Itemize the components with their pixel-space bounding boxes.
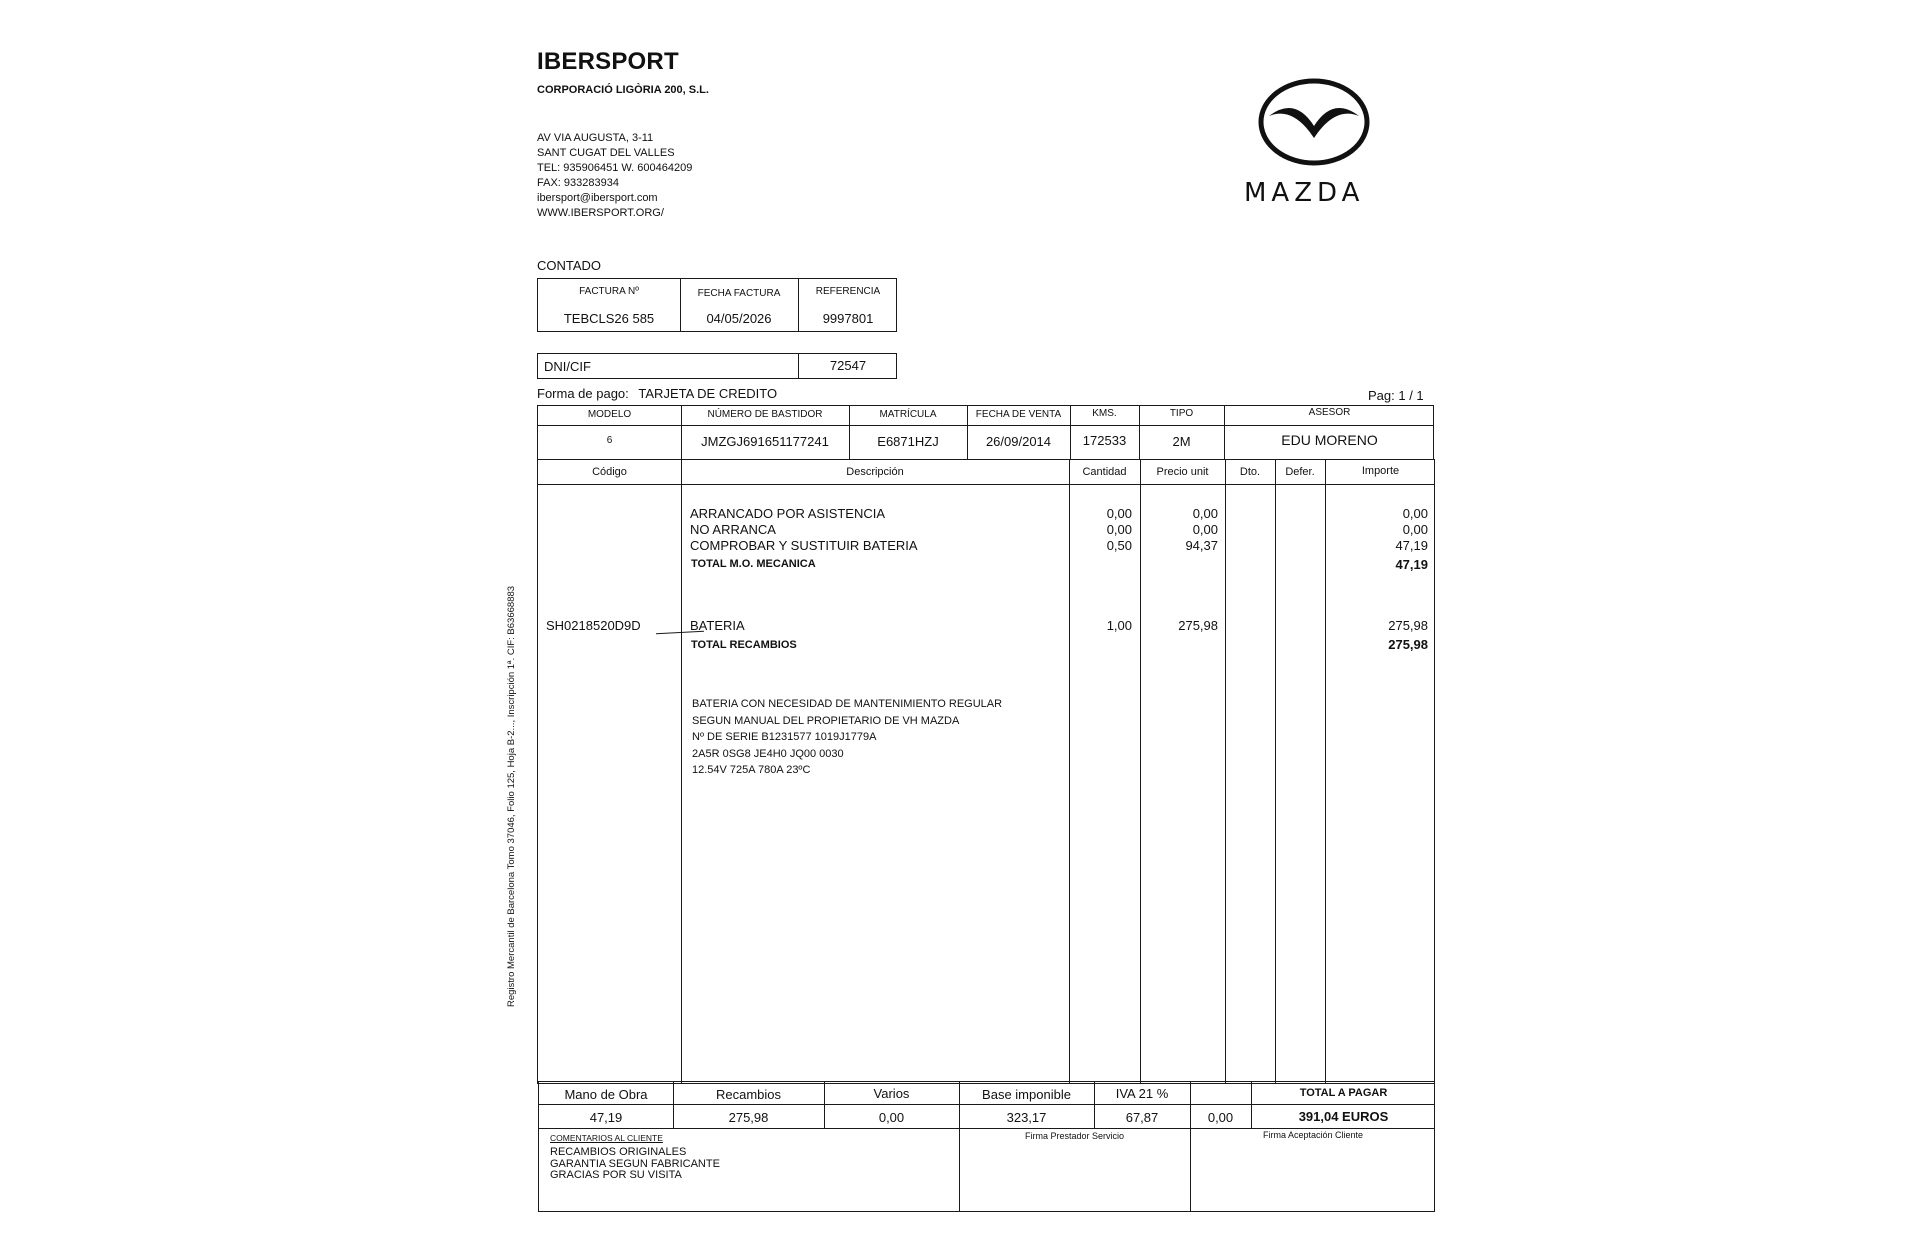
part-amount: 275,98: [1388, 618, 1428, 633]
company-legal-name: CORPORACIÓ LIGÒRIA 200, S.L.: [537, 84, 709, 96]
customer-comments: [550, 1147, 720, 1182]
amount-header: Importe: [1361, 465, 1400, 477]
page-number: Pag: 1 / 1: [1368, 388, 1424, 403]
note-line: SEGUN MANUAL DEL PROPIETARIO DE VH MAZDA: [692, 714, 960, 727]
address-line: AV VIA AUGUSTA, 3-11: [537, 132, 654, 144]
sale-date-label: FECHA DE VENTA: [975, 409, 1062, 420]
note-line: BATERIA CON NECESIDAD DE MANTENIMIENTO REGULAR: [692, 698, 1003, 710]
line-item-price: 0,00: [1192, 506, 1218, 521]
mazda-logo-icon: [1255, 76, 1373, 168]
invoice-number: TEBCLS26 585: [563, 311, 655, 326]
dni-value: 72547: [829, 358, 867, 373]
discount-header: Dto.: [1239, 466, 1261, 478]
advisor-value: EDU MORENO: [1281, 432, 1378, 448]
tax-base-label: Base imponible: [982, 1087, 1071, 1102]
invoice-reference: 9997801: [822, 311, 874, 326]
parts-subtotal-label: Recambios: [715, 1087, 782, 1102]
line-item-description: NO ARRANCA: [690, 522, 776, 537]
address-line: ibersport@ibersport.com: [537, 192, 658, 204]
company-name: IBERSPORT: [537, 48, 679, 75]
line-item-amount: 47,19: [1395, 538, 1428, 553]
line-item-description: COMPROBAR Y SUSTITUIR BATERIA: [690, 538, 918, 553]
address-line: WWW.IBERSPORT.ORG/: [537, 207, 664, 219]
total-label: TOTAL A PAGAR: [1299, 1087, 1388, 1099]
part-price: 275,98: [1178, 618, 1218, 633]
line-item-quantity: 0,00: [1106, 522, 1132, 537]
tax-base-value: 323,17: [1006, 1110, 1047, 1125]
labor-subtotal-label: Mano de Obra: [564, 1087, 648, 1102]
registry-side-text: Registro Mercantil de Barcelona Tomo 37046, Folio 125, Hoja B-2..., Inscripción 1ª. CIF: B63668883: [506, 585, 517, 1007]
totals-box: [538, 1081, 1435, 1129]
labor-total-amount: 47,19: [1395, 557, 1428, 572]
client-signature-label: Firma Aceptación Cliente: [1262, 1130, 1364, 1140]
parts-total-amount: 275,98: [1388, 637, 1428, 652]
part-code: SH0218520D9D: [546, 618, 641, 633]
type-label: TIPO: [1169, 408, 1194, 419]
line-item-amount: 0,00: [1402, 506, 1428, 521]
unit-price-header: Precio unit: [1156, 466, 1209, 478]
total-value: 391,04 EUROS: [1298, 1109, 1389, 1124]
parts-total-label: TOTAL RECAMBIOS: [691, 639, 797, 651]
comment-line: RECAMBIOS ORIGINALES: [550, 1146, 687, 1158]
payment-method: [537, 386, 777, 401]
address-line: SANT CUGAT DEL VALLES: [537, 147, 675, 159]
kms-value: 172533: [1082, 433, 1127, 448]
sale-date-value: 26/09/2014: [985, 434, 1052, 449]
labor-amounts: [1325, 506, 1428, 554]
payment-type: CONTADO: [537, 258, 602, 273]
model-value: 6: [606, 435, 613, 446]
comment-line: GRACIAS POR SU VISITA: [550, 1169, 682, 1181]
address-line: FAX: 933283934: [537, 177, 619, 189]
note-line: 2A5R 0SG8 JE4H0 JQ00 0030: [692, 747, 844, 760]
labor-descriptions: [690, 506, 918, 554]
kms-label: KMS.: [1092, 408, 1117, 419]
plate-value: E6871HZJ: [877, 434, 939, 449]
invoice-reference-label: REFERENCIA: [815, 286, 881, 297]
misc-subtotal-value: 0,00: [878, 1110, 905, 1125]
description-header: Descripción: [846, 466, 904, 478]
line-items-table: [537, 459, 1435, 1084]
comment-line: GARANTIA SEGUN FABRICANTE: [550, 1157, 720, 1170]
company-address: [537, 131, 692, 221]
code-header: Código: [592, 466, 627, 478]
dni-label: DNI/CIF: [544, 359, 591, 374]
line-item-amount: 0,00: [1402, 522, 1428, 537]
part-quantity: 1,00: [1106, 618, 1132, 633]
labor-prices: [1140, 506, 1218, 554]
part-description: BATERIA: [690, 618, 745, 633]
vin-value: JMZGJ691651177241: [701, 434, 829, 449]
model-label: MODELO: [587, 409, 632, 420]
labor-subtotal-value: 47,19: [589, 1110, 623, 1125]
advisor-label: ASESOR: [1308, 407, 1351, 418]
plate-label: MATRÍCULA: [879, 409, 937, 420]
vin-label: NÚMERO DE BASTIDOR: [707, 409, 823, 420]
comments-label: COMENTARIOS AL CLIENTE: [550, 1133, 663, 1143]
brand-name: MAZDA: [1244, 178, 1365, 208]
vat-label: IVA 21 %: [1115, 1086, 1169, 1101]
payment-method-label: Forma de pago:: [537, 386, 629, 401]
provider-signature-label: Firma Prestador Servicio: [1024, 1131, 1125, 1141]
payment-method-value: TARJETA DE CREDITO: [638, 386, 778, 401]
deferred-header: Defer.: [1285, 466, 1315, 478]
extra-value: 0,00: [1207, 1110, 1234, 1125]
invoice-header-box: [537, 278, 897, 332]
vehicle-info-box: [537, 405, 1434, 460]
line-item-price: 0,00: [1192, 522, 1218, 537]
parts-subtotal-value: 275,98: [728, 1110, 769, 1125]
note-line: Nº DE SERIE B1231577 1019J1779A: [692, 731, 877, 743]
dni-box: [537, 353, 897, 379]
line-item-quantity: 0,50: [1106, 538, 1132, 553]
invoice-date: 04/05/2026: [706, 311, 772, 326]
type-value: 2M: [1172, 434, 1191, 449]
invoice-number-label: FACTURA Nº: [579, 286, 639, 297]
service-notes: [692, 696, 1002, 779]
address-line: TEL: 935906451 W. 600464209: [537, 162, 693, 174]
line-item-price: 94,37: [1185, 538, 1218, 553]
labor-total-label: TOTAL M.O. MECANICA: [691, 558, 816, 570]
line-item-quantity: 0,00: [1106, 506, 1132, 521]
line-item-description: ARRANCADO POR ASISTENCIA: [690, 506, 886, 521]
invoice-date-label: FECHA FACTURA: [697, 288, 781, 299]
note-line: 12.54V 725A 780A 23ºC: [692, 764, 811, 776]
labor-quantities: [1069, 506, 1132, 554]
misc-subtotal-label: Varios: [873, 1086, 910, 1101]
footer-box: [538, 1128, 1435, 1212]
vat-value: 67,87: [1125, 1110, 1159, 1125]
quantity-header: Cantidad: [1082, 466, 1127, 478]
